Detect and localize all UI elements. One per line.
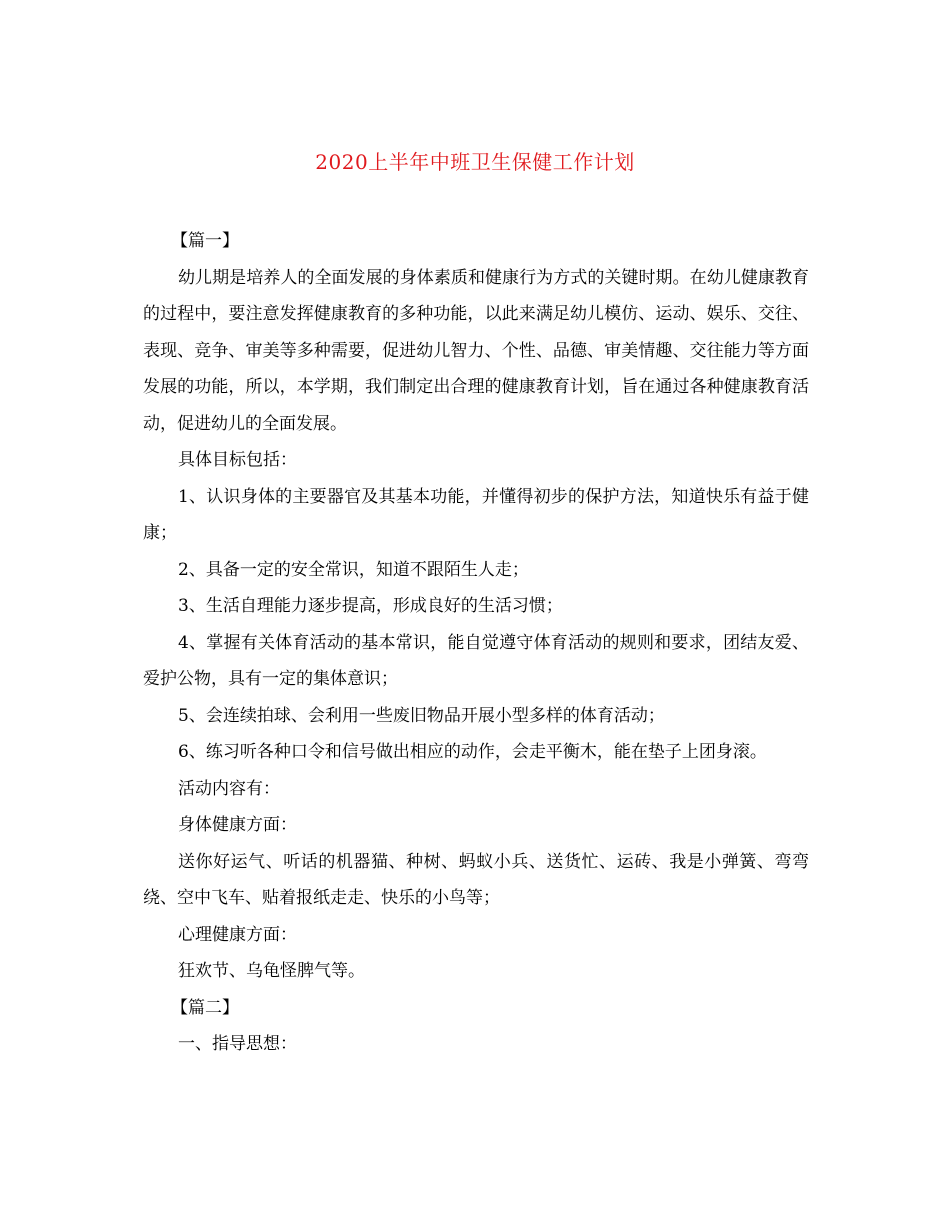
section-heading: 【篇一】 bbox=[171, 231, 239, 251]
paragraph: 身体健康方面： bbox=[178, 815, 297, 835]
list-item: 4、掌握有关体育活动的基本常识，能自觉遵守体育活动的规则和要求，团结友爱、爱护公物，具有一定的集体意识； bbox=[143, 632, 809, 689]
list-item: 2、具备一定的安全常识，知道不跟陌生人走； bbox=[178, 559, 529, 580]
paragraph: 送你好运气、听话的机器猫、种树、蚂蚁小兵、送货忙、运砖、我是小弹簧、弯弯绕、空中飞车、贴着报纸走走、快乐的小鸟等； bbox=[143, 851, 809, 908]
document-title: 2020上半年中班卫生保健工作计划 bbox=[315, 150, 635, 175]
list-item: 3、生活自理能力逐步提高，形成良好的生活习惯； bbox=[178, 596, 563, 616]
paragraph: 狂欢节、乌龟怪脾气等。 bbox=[178, 961, 365, 981]
list-item: 1、认识身体的主要器官及其基本功能，并懂得初步的保护方法，知道快乐有益于健康； bbox=[143, 486, 809, 543]
paragraph: 活动内容有： bbox=[178, 778, 280, 799]
list-item: 6、练习听各种口令和信号做出相应的动作，会走平衡木，能在垫子上团身滚。 bbox=[178, 742, 767, 762]
document-body bbox=[143, 223, 809, 1063]
list-item: 5、会连续拍球、会利用一些废旧物品开展小型多样的体育活动； bbox=[178, 705, 665, 726]
section-heading: 【篇二】 bbox=[171, 997, 239, 1018]
paragraph: 心理健康方面： bbox=[178, 924, 297, 945]
paragraph: 幼儿期是培养人的全面发展的身体素质和健康行为方式的关键时期。在幼儿健康教育的过程中，要注意发挥健康教育的多种功能，以此来满足幼儿模仿、运动、娱乐、交往、表现、竞争、审美等多种需要，促进幼儿智力、个性、品德、审美情趣、交往能力等方面发展的功能，所以，本学期，我们制定出合理的健康教育计划，旨在通过各种健康教育活动，促进幼儿的全面发展。 bbox=[143, 267, 809, 434]
paragraph: 一、指导思想： bbox=[178, 1034, 297, 1054]
paragraph: 具体目标包括： bbox=[178, 450, 297, 470]
